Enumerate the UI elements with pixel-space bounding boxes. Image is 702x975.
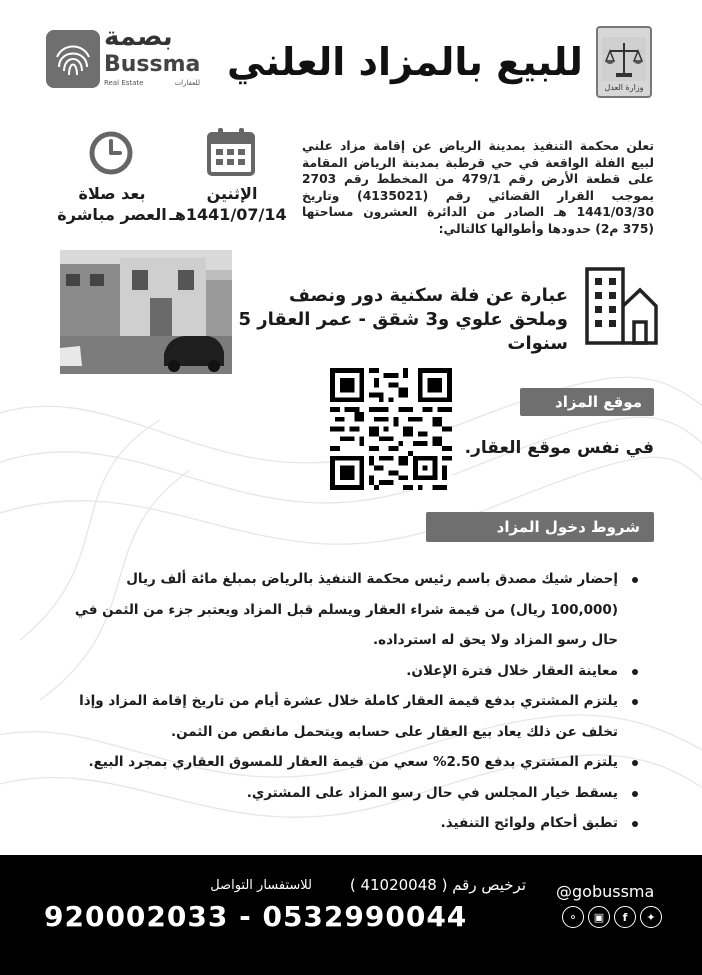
brand-name-english: Bussma	[104, 52, 201, 77]
instagram-icon[interactable]: ▣	[588, 906, 610, 928]
bussma-fingerprint-logo	[46, 30, 100, 88]
brand-tagline	[104, 79, 200, 87]
social-handle[interactable]: @gobussma	[556, 882, 655, 901]
terms-item: تطبق أحكام ولوائح التنفيذ.	[60, 808, 642, 839]
inquiry-label: للاستفسار التواصل	[210, 878, 312, 893]
auction-time-line2: العصر مباشرة	[57, 205, 167, 224]
snapchat-icon[interactable]: ⚬	[562, 906, 584, 928]
terms-item: يلتزم المشتري بدفع قيمة العقار كاملة خلال عشرة أيام من تاريخ إقامة المزاد وإذا تخلف عن ذلك يعاد بيع العقار على حسابه ويتحمل مانقص من الثمن.	[60, 686, 642, 747]
building-icon	[584, 266, 658, 346]
brand-name-arabic: بصمة	[104, 22, 173, 52]
twitter-icon[interactable]: ✦	[640, 906, 662, 928]
terms-item: يلتزم المشتري بدفع 2.50% سعي من قيمة العقار للمسوق العقاري بمجرد البيع.	[60, 747, 642, 778]
scales-of-justice-icon	[602, 37, 646, 81]
terms-item: إحضار شيك مصدق باسم رئيس محكمة التنفيذ بالرياض بمبلغ مائة ألف ريال (100,000 ريال) من قيمة شراء العقار ويسلم قبل المزاد ويعتبر جزء من الثمن في حال رسو المزاد ولا يحق له استرداده.	[60, 564, 642, 656]
license-number: ترخيص رقم ( 41020048 )	[349, 876, 526, 894]
property-photo	[60, 250, 232, 374]
terms-item: معاينة العقار خلال فترة الإعلان.	[60, 656, 642, 687]
court-caption: وزارة العدل	[604, 83, 644, 92]
terms-item: يسقط خيار المجلس في حال رسو المزاد على المشتري.	[60, 778, 642, 809]
clock-icon	[88, 130, 134, 176]
auction-time-line1: بعد صلاة	[78, 184, 146, 203]
auction-announcement-text: تعلن محكمة التنفيذ بمدينة الرياض عن إقامة مزاد علني لبيع الفلة الواقعة في حي قرطبة بمدينة الرياض المقامة على قطعة الأرض رقم 479/1 من المخطط رقم 2703 بموجب القرار القضائي رقم (4135021) وتاريخ 1441/03/30 هـ الصادر من الدائرة العشرون مساحتها (375 م2) حدودها وأطوالها كالتالي:	[302, 139, 655, 236]
brand-tagline-en: Real Estate	[104, 79, 144, 87]
page-title: للبيع بالمزاد العلني	[227, 40, 583, 84]
contact-phone-numbers[interactable]: 920002033 - 0532990044	[44, 900, 468, 933]
auction-date: 1441/07/14هـ	[169, 205, 287, 224]
social-icons	[562, 906, 662, 928]
facebook-icon[interactable]: f	[614, 906, 636, 928]
auction-terms-title: شروط دخول المزاد	[426, 512, 654, 542]
court-logo	[596, 26, 652, 98]
fingerprint-icon	[53, 37, 93, 81]
auction-terms-list	[60, 564, 642, 839]
auction-location-text: في نفس موقع العقار.	[464, 438, 654, 458]
calendar-icon	[206, 126, 256, 178]
auction-location-badge: موقع المزاد	[520, 388, 654, 416]
auction-day: الإثنين	[206, 184, 258, 203]
location-qr-code[interactable]	[330, 368, 452, 490]
brand-tagline-ar: للعقارات	[174, 79, 200, 87]
property-description: عبارة عن فلة سكنية دور ونصف وملحق علوي و3 شقق - عمر العقار 5 سنوات	[238, 285, 568, 354]
